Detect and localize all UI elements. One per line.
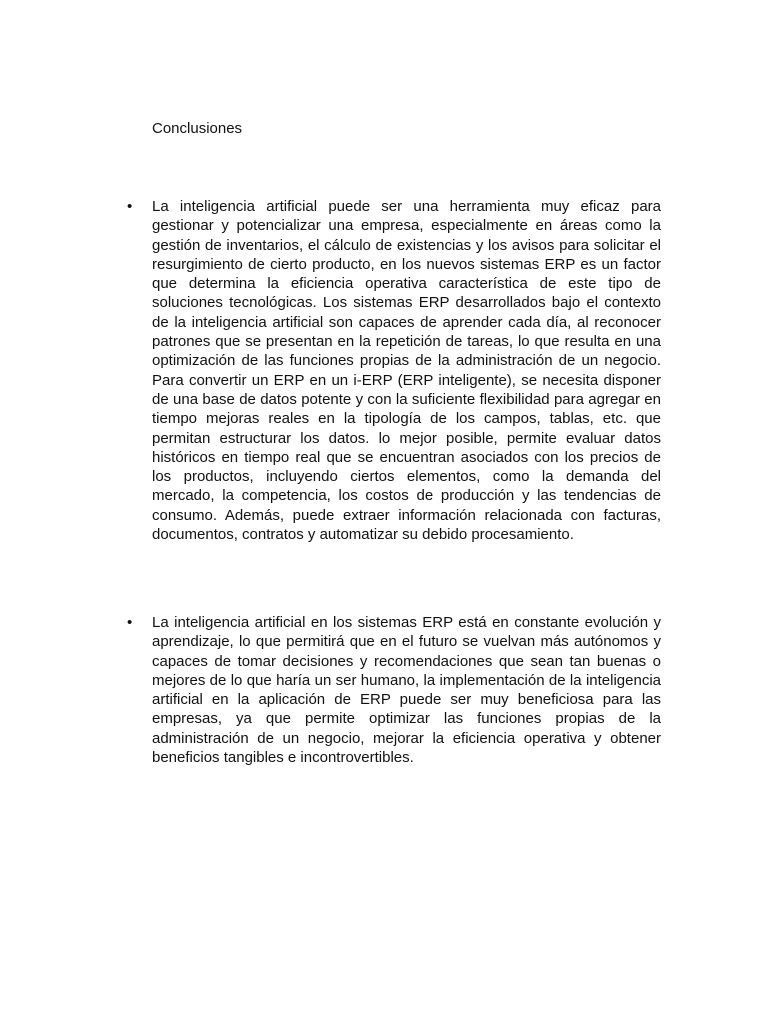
bullet-list-2: [127, 613, 661, 767]
bullet-icon: •: [127, 614, 133, 631]
bullet-list-1: [127, 197, 661, 544]
bullet-icon: •: [127, 198, 133, 215]
bullet-text: La inteligencia artificial en los sistemas ERP está en constante evolución y aprendizaje, lo que permitirá que en el futuro se vuelvan más autónomos y capaces de tomar decisiones y recomendaciones que sean tan buenas o mejores de lo que haría un ser humano, la implementación de la inteligencia artificial en la aplicación de ERP puede ser muy beneficiosa para las empresas, ya que permite optimizar las funciones propias de la administración de un negocio, mejorar la eficiencia operativa y obtener beneficios tangibles e incontrovertibles.: [152, 614, 661, 767]
bullet-item: [127, 613, 661, 767]
bullet-text: La inteligencia artificial puede ser una herramienta muy eficaz para gestionar y potencializar una empresa, especialmente en áreas como la gestión de inventarios, el cálculo de existencias y los avisos para solicitar el resurgimiento de cierto producto, en los nuevos sistemas ERP es un factor que determina la eficiencia operativa característica de este tipo de soluciones tecnológicas. Los sistemas ERP desarrollados bajo el contexto de la inteligencia artificial son capaces de aprender cada día, al reconocer patrones que se presentan en la repetición de tareas, lo que resulta en una optimización de las funciones propias de la administración de un negocio. Para convertir un ERP en un i-ERP (ERP inteligente), se necesita disponer de una base de datos potente y con la suficiente flexibilidad para agregar en tiempo mejoras reales en la tipología de los campos, tablas, etc. que permitan estructurar los datos. lo mejor posible, permite evaluar datos históricos en tiempo real que se encuentran asociados con los precios de los productos, incluyendo ciertos elementos, como la demanda del mercado, la competencia, los costos de producción y las tendencias de consumo. Además, puede extraer información relacionada con facturas, documentos, contratos y automatizar su debido procesamiento.: [152, 198, 661, 544]
bullet-item: [127, 197, 661, 544]
page-title: Conclusiones: [152, 120, 243, 137]
